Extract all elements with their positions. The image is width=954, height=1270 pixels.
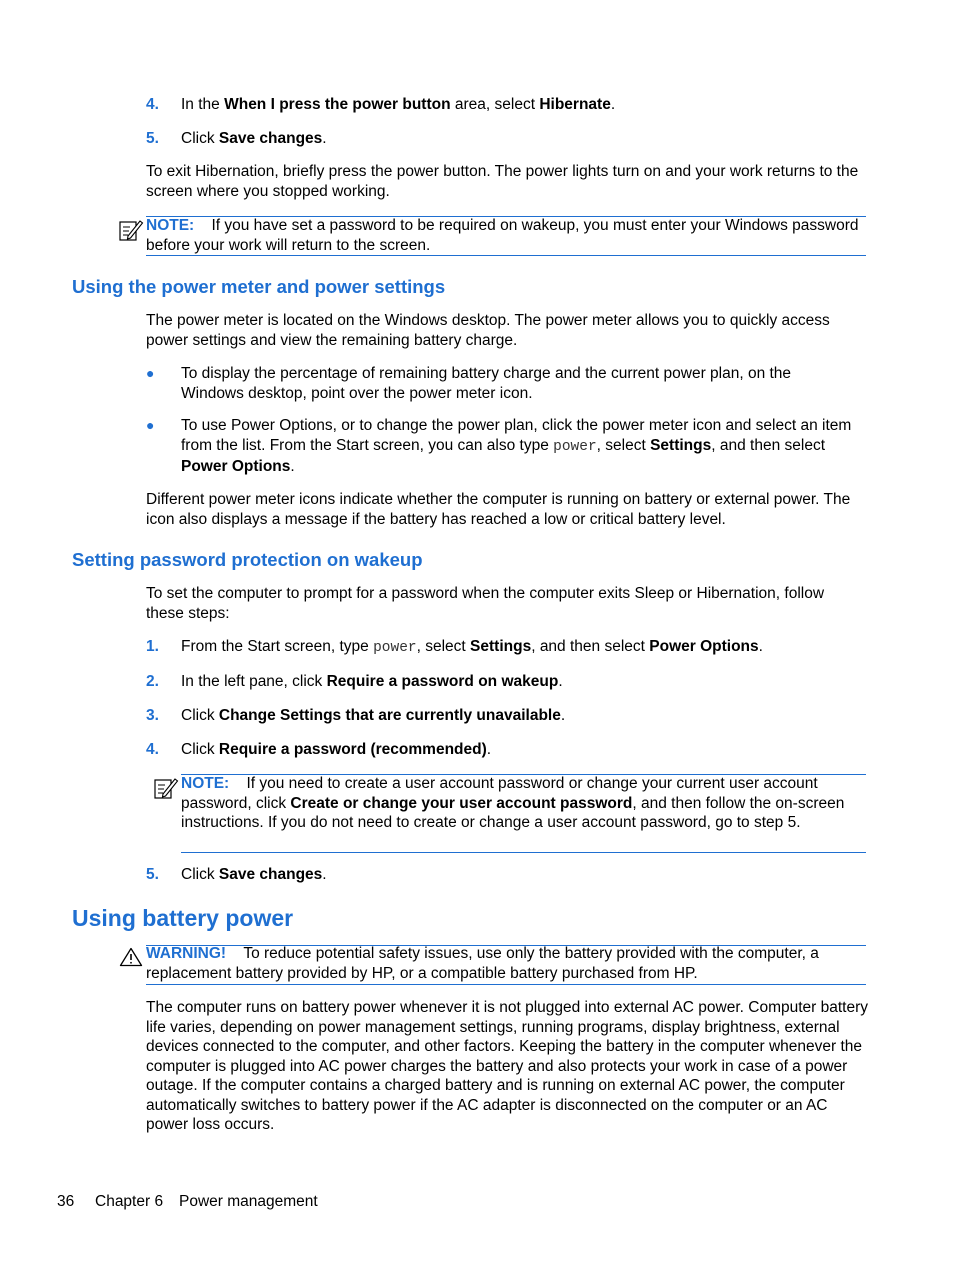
footer-title: Power management <box>179 1193 318 1210</box>
step-text: In the left pane, click Require a password on wakeup. <box>181 673 563 690</box>
password-intro: To set the computer to prompt for a password when the computer exits Sleep or Hibernation, follow these steps: <box>146 585 825 622</box>
step-number: 1. <box>146 638 159 655</box>
warning-bottom-rule <box>146 984 866 985</box>
step-number: 4. <box>146 741 159 758</box>
step-number: 5. <box>146 130 159 147</box>
bullet-icon: ● <box>146 417 155 433</box>
step-text: From the Start screen, type power, select Settings, and then select Power Options. <box>181 638 763 656</box>
bullet-item: To display the percentage of remaining battery charge and the current power plan, on the Windows desktop, point over the power meter icon. <box>181 365 792 402</box>
note-user-account-password: NOTE: If you need to create a user account password or change your current user account password, click Create or change your user account password, and then follow the on-screen instructions. If you do not need to create or change a user account password, go to step 5. <box>181 775 845 831</box>
step-number: 4. <box>146 96 159 113</box>
page-number: 36 <box>57 1193 75 1210</box>
bullet-item: To use Power Options, or to change the power plan, click the power meter icon and select an item from the list. From the Start screen, you can also type power, select Settings, and then select Power Options. <box>181 417 852 475</box>
step-number: 2. <box>146 673 159 690</box>
power-meter-intro: The power meter is located on the Windows desktop. The power meter allows you to quickly access power settings and view the remaining battery charge. <box>146 312 830 349</box>
note-bottom-rule <box>181 852 866 853</box>
step-number: 3. <box>146 707 159 724</box>
section-heading-password-wakeup: Setting password protection on wakeup <box>72 549 423 570</box>
note-wakeup-password: NOTE: If you have set a password to be required on wakeup, you must enter your Windows password before your work will return to the screen. <box>146 217 859 254</box>
note-bottom-rule <box>146 255 866 256</box>
bullet-icon: ● <box>146 365 155 381</box>
section-heading-power-meter: Using the power meter and power settings <box>72 276 446 297</box>
note-pencil-icon <box>118 218 144 242</box>
exit-hibernation-paragraph: To exit Hibernation, briefly press the power button. The power lights turn on and your work returns to the screen where you stopped working. <box>146 163 859 200</box>
footer-chapter: Chapter 6 <box>95 1193 164 1210</box>
step-text: Click Save changes. <box>181 866 327 883</box>
battery-power-paragraph: The computer runs on battery power whenever it is not plugged into external AC power. Computer battery life varies, depending on power management settings, running programs, display brightness, external devices connected to the computer, and other factors. Keeping the battery in the computer whenever the computer is plugged into AC power charges the battery and also protects your work in case of a power outage. If the computer contains a charged battery and is running on external AC power, the computer automatically switches to battery power if the AC adapter is disconnected on the computer or an AC power loss occurs. <box>146 999 868 1133</box>
step-number: 5. <box>146 866 159 883</box>
battery-warning: WARNING! To reduce potential safety issues, use only the battery provided with the computer, a replacement battery provided by HP, or a compatible battery purchased from HP. <box>146 945 819 982</box>
power-meter-outro: Different power meter icons indicate whether the computer is running on battery or external power. The icon also displays a message if the battery has reached a low or critical battery level. <box>146 491 851 528</box>
section-heading-battery-power: Using battery power <box>72 905 294 931</box>
step-text: In the When I press the power button area, select Hibernate. <box>181 96 616 113</box>
step-text: Click Change Settings that are currently unavailable. <box>181 707 566 724</box>
note-pencil-icon <box>153 776 179 800</box>
step-text: Click Save changes. <box>181 130 327 147</box>
step-text: Click Require a password (recommended). <box>181 741 492 758</box>
warning-triangle-icon <box>119 947 143 967</box>
